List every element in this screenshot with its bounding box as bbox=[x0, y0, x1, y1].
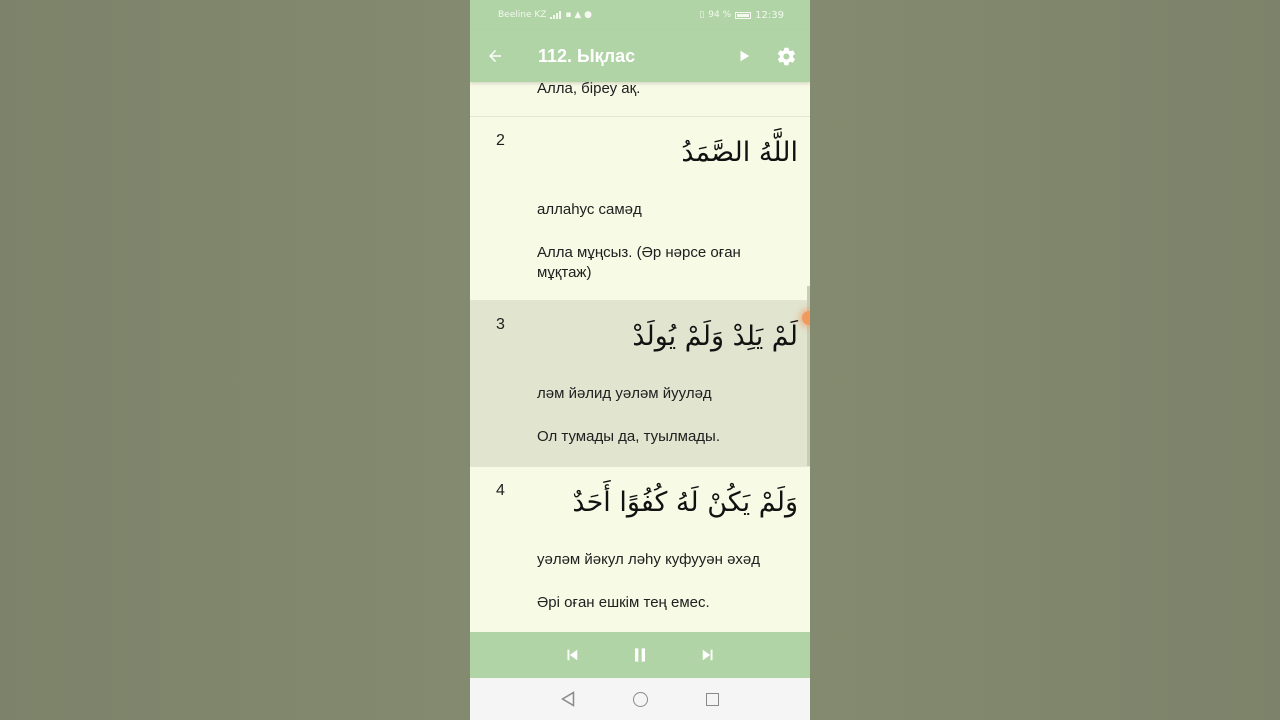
pause-button[interactable] bbox=[628, 643, 652, 667]
settings-button[interactable] bbox=[762, 30, 810, 82]
notification-icons: ▪ ▲ ● bbox=[565, 10, 593, 20]
verse-arabic: لَمْ يَلِدْ وَلَمْ يُولَدْ bbox=[632, 321, 798, 352]
next-track-button[interactable] bbox=[696, 643, 720, 667]
gear-icon bbox=[776, 46, 797, 67]
verse-arabic: اللَّهُ الصَّمَدُ bbox=[681, 137, 798, 168]
audio-player-bar bbox=[470, 632, 810, 678]
verse-meaning: Ол тумады да, туылмады. bbox=[537, 428, 721, 445]
signal-icon bbox=[550, 11, 561, 19]
battery-percent: 94 % bbox=[708, 10, 732, 20]
page-title: 112. Ықлас bbox=[538, 45, 636, 66]
battery-icon bbox=[735, 12, 751, 19]
nav-recents-button[interactable] bbox=[701, 688, 723, 710]
carrier-label: Beeline KZ bbox=[498, 10, 547, 20]
background-right bbox=[810, 0, 1280, 720]
square-recents-icon bbox=[706, 693, 719, 706]
verse-transliteration: аллаһус самәд bbox=[537, 201, 642, 218]
skip-previous-icon bbox=[563, 646, 581, 664]
verse-number: 2 bbox=[496, 132, 505, 149]
vibrate-icon: ▯ bbox=[699, 10, 705, 20]
verse-row[interactable] bbox=[470, 467, 810, 632]
status-bar bbox=[470, 0, 810, 30]
play-button[interactable] bbox=[726, 30, 762, 82]
skip-next-icon bbox=[699, 646, 717, 664]
verse-meaning: Алла мұңсыз. (Әр нәрсе оған мұқтаж) bbox=[537, 244, 741, 281]
play-icon bbox=[737, 49, 751, 63]
pause-icon bbox=[630, 645, 650, 665]
previous-verse-meaning: Алла, біреу ақ. bbox=[470, 82, 810, 117]
app-bar bbox=[470, 30, 810, 82]
phone-screen bbox=[470, 0, 810, 720]
nav-home-button[interactable] bbox=[629, 688, 651, 710]
previous-track-button[interactable] bbox=[560, 643, 584, 667]
status-clock: 12:39 bbox=[755, 9, 784, 21]
arrow-left-icon bbox=[486, 47, 504, 65]
nav-back-button[interactable] bbox=[557, 688, 579, 710]
verse-list[interactable] bbox=[470, 82, 810, 632]
verse-row[interactable] bbox=[470, 117, 810, 301]
verse-number: 3 bbox=[496, 316, 505, 333]
verse-row-active[interactable] bbox=[470, 301, 810, 467]
verse-transliteration: уәләм йәкул ләһу куфууән әхәд bbox=[537, 551, 761, 568]
verse-transliteration: ләм йәлид уәләм йууләд bbox=[537, 385, 712, 402]
verse-number: 4 bbox=[496, 482, 505, 499]
background-left bbox=[0, 0, 470, 720]
back-button[interactable] bbox=[470, 30, 520, 82]
triangle-back-icon bbox=[561, 691, 575, 707]
system-nav-bar bbox=[470, 678, 810, 720]
verse-arabic: وَلَمْ يَكُنْ لَهُ كُفُوًا أَحَدٌ bbox=[572, 487, 798, 518]
circle-home-icon bbox=[633, 692, 648, 707]
verse-meaning: Әрі оған ешкім тең емес. bbox=[537, 594, 710, 611]
touch-indicator bbox=[802, 311, 810, 325]
